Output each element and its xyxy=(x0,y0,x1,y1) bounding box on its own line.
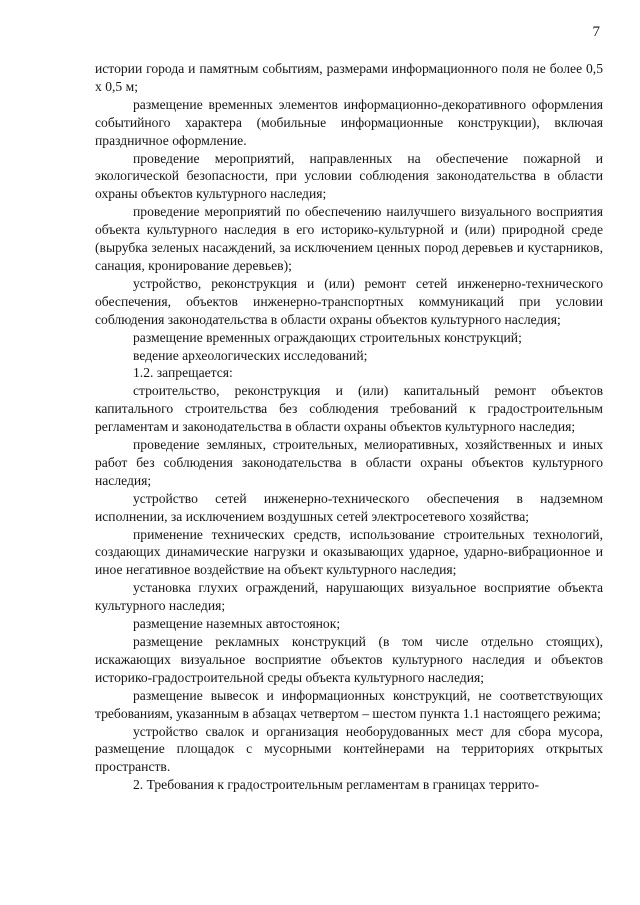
paragraph: строительство, реконструкция и (или) капитальный ремонт объектов капитального строительства без соблюдения требований к градостроительным регламентам и законодательства в области охраны объектов культурного наследия; xyxy=(95,383,603,435)
document-body xyxy=(95,60,603,794)
paragraph: ведение археологических исследований; xyxy=(133,347,368,363)
paragraph: устройство сетей инженерно-технического обеспечения в надземном исполнении, за исключением воздушных сетей электросетевого хозяйства; xyxy=(95,490,603,524)
paragraph: размещение временных ограждающих строительных конструкций; xyxy=(133,329,522,345)
paragraph: размещение вывесок и информационных конструкций, не соответствующих требованиям, указанным в абзацах четвертом – шестом пункта 1.1 настоящего режима; xyxy=(95,687,603,721)
paragraph: проведение мероприятий по обеспечению наилучшего визуального восприятия объекта культурного наследия в его историко-культурной и (или) природной среде (вырубка зеленых насаждений, за исключением ценных пород деревьев и кустарников, санация, кронирование деревьев); xyxy=(95,204,603,273)
section-heading: 1.2. запрещается: xyxy=(133,365,233,381)
section-heading: 2. Требования к градостроительным регламентам в границах террито- xyxy=(133,777,540,793)
paragraph: размещение временных элементов информационно-декоративного оформления событийного характера (мобильные информационные конструкции), включая праздничное оформление. xyxy=(95,96,603,148)
paragraph: размещение рекламных конструкций (в том числе отдельно стоящих), искажающих визуальное восприятие объектов культурного наследия и объектов историко-градостроительной среды объекта культурного наследия; xyxy=(95,634,603,685)
paragraph: истории города и памятным событиям, размерами информационного поля не более 0,5 х 0,5 м; xyxy=(95,61,603,94)
paragraph: размещение наземных автостоянок; xyxy=(133,616,341,632)
paragraph: устройство свалок и организация необорудованных мест для сбора мусора, размещение площадок с мусорными контейнерами на территориях открытых пространств. xyxy=(95,723,603,775)
paragraph: применение технических средств, использование строительных технологий, создающих динамические нагрузки и оказывающих ударное, ударно-вибрационное и иное негативное воздействие на объект культурного наследия; xyxy=(95,526,603,578)
page-number: 7 xyxy=(592,24,600,40)
paragraph: проведение земляных, строительных, мелиоративных, хозяйственных и иных работ без соблюдения законодательства в области охраны объектов культурного наследия; xyxy=(95,437,603,488)
paragraph: установка глухих ограждений, нарушающих визуальное восприятие объекта культурного наследия; xyxy=(95,580,603,614)
paragraph: устройство, реконструкция и (или) ремонт сетей инженерно-технического обеспечения, объектов инженерно-транспортных коммуникаций при условии соблюдения законодательства в области охраны объектов культурного наследия; xyxy=(95,275,603,327)
paragraph: проведение мероприятий, направленных на обеспечение пожарной и экологической безопасности, при условии соблюдения законодательства в области охраны объектов культурного наследия; xyxy=(95,150,603,202)
